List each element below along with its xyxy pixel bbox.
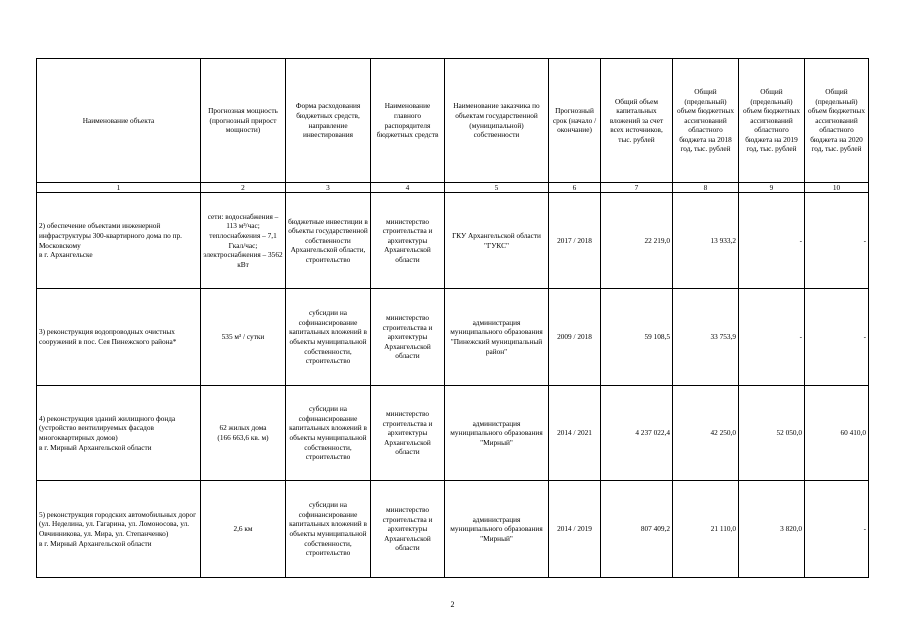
header-capacity: Прогнозная мощность (прогнозный прирост мощности) — [201, 59, 286, 183]
budget-2019-cell: - — [739, 193, 805, 289]
budget-2020-cell: 60 410,0 — [805, 386, 869, 481]
header-budget-2018: Общий (предельный) объем бюджетных ассигнований областного бюджета на 2018 год, тыс. рублей — [673, 59, 739, 183]
column-number: 9 — [739, 183, 805, 193]
object-name-line: 5) реконструкция городских автомобильных дорог — [39, 509, 197, 519]
budget-2018-cell: 21 110,0 — [673, 481, 739, 578]
object-name-line: (ул. Неделина, ул. Гагарина, ул. Ломоносова, ул. Овчинникова, ул. Мира, ул. Степанченко) — [39, 519, 190, 538]
budget-2018-cell: 13 933,2 — [673, 193, 739, 289]
total-investment-cell: 807 409,2 — [601, 481, 673, 578]
customer-cell: администрация муниципального образования "Мирный" — [445, 386, 549, 481]
period-cell: 2017 / 2018 — [549, 193, 601, 289]
budget-2020-cell: - — [805, 481, 869, 578]
page-number: 2 — [450, 600, 455, 609]
object-name-cell — [37, 481, 201, 578]
capacity-cell — [201, 386, 286, 481]
capacity-line: 535 м³ / сутки — [221, 332, 265, 342]
customer-cell: администрация муниципального образования "Пинежский муниципальный район" — [445, 289, 549, 386]
total-investment-cell: 4 237 022,4 — [601, 386, 673, 481]
capacity-cell — [201, 481, 286, 578]
header-total-investment: Общий объем капитальных вложений за счет всех источников, тыс. рублей — [601, 59, 673, 183]
spending-form-cell: бюджетные инвестиции в объекты государственной собственности Архангельской области, строительство — [286, 193, 371, 289]
budget-manager-cell: министерство строительства и архитектуры Архангельской области — [371, 193, 445, 289]
period-cell: 2014 / 2019 — [549, 481, 601, 578]
object-name-line: 2) обеспечение объектами инженерной инфраструктуры 300-квартирного дома по пр. Московскому — [39, 221, 182, 250]
header-budget-2019: Общий (предельный) объем бюджетных ассигнований областного бюджета на 2019 год, тыс. рублей — [739, 59, 805, 183]
total-investment-cell: 22 219,0 — [601, 193, 673, 289]
header-object-name: Наименование объекта — [37, 59, 201, 183]
capacity-line: сети: водоснабжения – 113 м³/час; — [207, 211, 279, 231]
budget-2018-cell: 33 753,9 — [673, 289, 739, 386]
table-row — [37, 386, 869, 481]
budget-manager-cell: министерство строительства и архитектуры Архангельской области — [371, 386, 445, 481]
column-number: 10 — [805, 183, 869, 193]
header-budget-manager: Наименование главного распорядителя бюджетных средств — [371, 59, 445, 183]
total-investment-cell: 59 108,5 — [601, 289, 673, 386]
budget-2020-cell: - — [805, 193, 869, 289]
object-name-line: 3) реконструкция водопроводных очистных сооружений в пос. Сея Пинежского района* — [39, 327, 177, 346]
object-name-line: в г. Мирный Архангельской области — [39, 538, 152, 548]
column-number: 6 — [549, 183, 601, 193]
spending-form-cell: субсидии на софинансирование капитальных вложений в объекты муниципальной собственности, строительство — [286, 289, 371, 386]
capacity-line: электроснабжения – 3562 кВт — [203, 250, 283, 269]
capacity-cell — [201, 289, 286, 386]
budget-manager-cell: министерство строительства и архитектуры Архангельской области — [371, 481, 445, 578]
object-name-line: 4) реконструкция зданий жилищного фонда (устройство вентилируемых фасадов многоквартирных домов) — [39, 413, 176, 442]
capacity-line: 2,6 км — [233, 524, 253, 534]
object-name-cell — [37, 193, 201, 289]
column-number: 3 — [286, 183, 371, 193]
column-number-row — [37, 183, 869, 193]
column-number: 1 — [37, 183, 201, 193]
budget-2019-cell: 52 050,0 — [739, 386, 805, 481]
period-cell: 2009 / 2018 — [549, 289, 601, 386]
header-period: Прогнозный срок (начало / окончание) — [549, 59, 601, 183]
budget-2019-cell: - — [739, 289, 805, 386]
investment-objects-table — [36, 58, 869, 578]
table-row — [37, 193, 869, 289]
table-row — [37, 289, 869, 386]
capacity-line: (166 663,6 кв. м) — [217, 433, 269, 442]
spending-form-cell: субсидии на софинансирование капитальных вложений в объекты муниципальной собственности, строительство — [286, 386, 371, 481]
budget-2020-cell: - — [805, 289, 869, 386]
customer-cell: ГКУ Архангельской области "ГУКС" — [445, 193, 549, 289]
header-spending-form: Форма расходования бюджетных средств, направление инвестирования — [286, 59, 371, 183]
column-number: 5 — [445, 183, 549, 193]
budget-2019-cell: 3 820,0 — [739, 481, 805, 578]
column-number: 4 — [371, 183, 445, 193]
header-row — [37, 59, 869, 183]
header-budget-2020: Общий (предельный) объем бюджетных ассигнований областного бюджета на 2020 год, тыс. рублей — [805, 59, 869, 183]
capacity-cell — [201, 193, 286, 289]
budget-manager-cell: министерство строительства и архитектуры Архангельской области — [371, 289, 445, 386]
object-name-cell — [37, 386, 201, 481]
column-number: 7 — [601, 183, 673, 193]
capacity-line: теплоснабжения – 7,1 Гкал/час; — [209, 230, 277, 250]
customer-cell: администрация муниципального образования "Мирный" — [445, 481, 549, 578]
object-name-cell — [37, 289, 201, 386]
capacity-line: 62 жилых дома — [219, 423, 267, 433]
column-number: 2 — [201, 183, 286, 193]
object-name-line: в г. Архангельске — [39, 250, 93, 260]
column-number: 8 — [673, 183, 739, 193]
period-cell: 2014 / 2021 — [549, 386, 601, 481]
budget-2018-cell: 42 250,0 — [673, 386, 739, 481]
spending-form-cell: субсидии на софинансирование капитальных вложений в объекты муниципальной собственности, строительство — [286, 481, 371, 578]
table-row — [37, 481, 869, 578]
header-customer: Наименование заказчика по объектам государственной (муниципальной) собственности — [445, 59, 549, 183]
object-name-line: в г. Мирный Архангельской области — [39, 442, 152, 452]
